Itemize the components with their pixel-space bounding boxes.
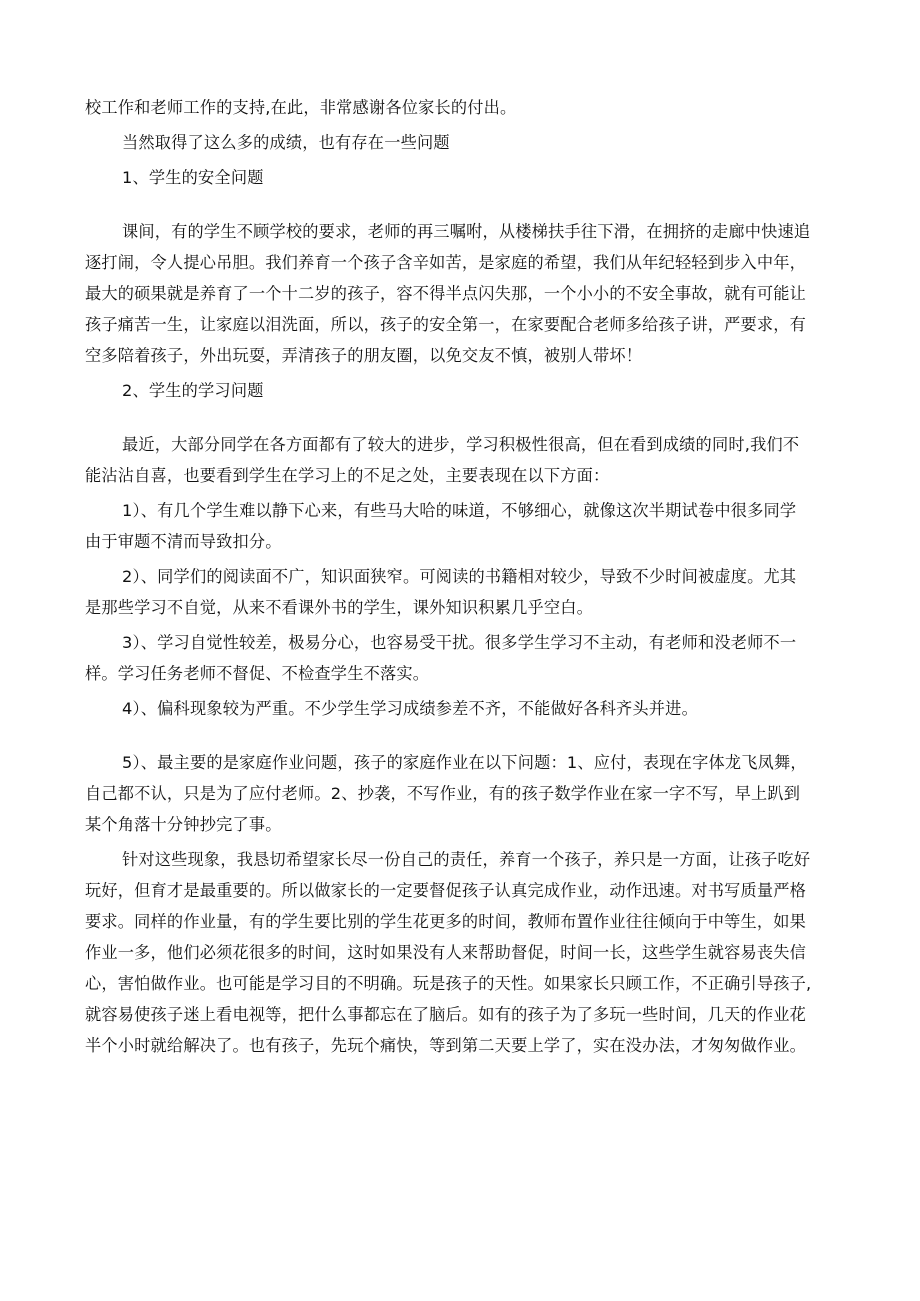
text-line: 当然取得了这么多的成绩，也有存在一些问题	[122, 133, 450, 152]
text-line: 由于审题不清而导致扣分。	[85, 532, 282, 551]
text-line: 某个角落十分钟抄完了事。	[85, 815, 282, 834]
text-line: 1）、有几个学生难以静下心来，有些马大哈的味道，不够细心，就像这次半期试卷中很多同学	[122, 501, 797, 520]
text-line: 2）、同学们的阅读面不广，知识面狭窄。可阅读的书籍相对较少，导致不少时间被虚度。尤其	[122, 567, 797, 586]
text-line: 半个小时就给解决了。也有孩子，先玩个痛快，等到第二天要上学了，实在没办法，才匆匆做作业。	[85, 1036, 807, 1055]
paragraph	[85, 92, 840, 123]
paragraph	[85, 375, 840, 406]
text-line: 能沾沾自喜，也要看到学生在学习上的不足之处，主要表现在以下方面：	[85, 466, 610, 485]
text-line: 心，害怕做作业。也可能是学习目的不明确。玩是孩子的天性。如果家长只顾工作，不正确引导孩子,	[85, 974, 812, 993]
text-line: 自己都不认，只是为了应付老师。2、抄袭，不写作业，有的孩子数学作业在家一字不写，早上趴到	[85, 784, 801, 803]
text-line: 空多陪着孩子，外出玩耍，弄清孩子的朋友圈，以免交友不慎，被别人带坏！	[85, 346, 643, 365]
paragraph	[85, 495, 840, 557]
text-line: 作业一多，他们必须花很多的时间，这时如果没有人来帮助督促，时间一长，这些学生就容易丧失信	[85, 943, 807, 962]
text-line: 玩好，但育才是最重要的。所以做家长的一定要督促孩子认真完成作业，动作迅速。对书写质量严格	[85, 881, 807, 900]
text-line: 校工作和老师工作的支持,在此，非常感谢各位家长的付出。	[85, 98, 517, 117]
text-line: 3）、学习自觉性较差，极易分心，也容易受干扰。很多学生学习不主动，有老师和没老师不一	[122, 633, 797, 652]
text-line: 最近，大部分同学在各方面都有了较大的进步，学习积极性很高，但在看到成绩的同时,我们不	[122, 435, 800, 454]
paragraph	[85, 127, 840, 158]
paragraph	[85, 216, 840, 371]
paragraph	[85, 844, 840, 1061]
text-line: 4）、偏科现象较为严重。不少学生学习成绩参差不齐，不能做好各科齐头并进。	[122, 699, 698, 718]
text-line: 要求。同样的作业量，有的学生要比别的学生花更多的时间，教师布置作业往往倾向于中等生，如果	[85, 912, 807, 931]
text-line: 5）、最主要的是家庭作业问题，孩子的家庭作业在以下问题：1、应付，表现在字体龙飞凤舞，	[122, 753, 807, 772]
text-line: 1、学生的安全问题	[122, 168, 264, 187]
text-line: 是那些学习不自觉，从来不看课外书的学生，课外知识积累几乎空白。	[85, 598, 594, 617]
paragraph	[85, 162, 840, 193]
text-line: 最大的硕果就是养育了一个十二岁的孩子，容不得半点闪失那，一个小小的不安全事故，就有可能让	[85, 284, 807, 303]
paragraph	[85, 627, 840, 689]
paragraph	[85, 747, 840, 840]
text-line: 就容易使孩子迷上看电视等，把什么事都忘在了脑后。如有的孩子为了多玩一些时间，几天的作业花	[85, 1005, 807, 1024]
text-line: 样。学习任务老师不督促、不检查学生不落实。	[85, 664, 430, 683]
text-line: 课间，有的学生不顾学校的要求，老师的再三嘱咐，从楼梯扶手往下滑，在拥挤的走廊中快速追	[122, 222, 811, 241]
paragraph	[85, 429, 840, 491]
text-line: 逐打闹，令人提心吊胆。我们养育一个孩子含辛如苦，是家庭的希望，我们从年纪轻轻到步入中年，	[85, 253, 807, 272]
document-body	[85, 92, 840, 1061]
paragraph	[85, 561, 840, 623]
paragraph	[85, 693, 840, 724]
text-line: 孩子痛苦一生，让家庭以泪洗面，所以，孩子的安全第一，在家要配合老师多给孩子讲，严要求，有	[85, 315, 807, 334]
text-line: 针对这些现象，我恳切希望家长尽一份自己的责任，养育一个孩子，养只是一方面，让孩子吃好	[122, 850, 811, 869]
text-line: 2、学生的学习问题	[122, 381, 264, 400]
